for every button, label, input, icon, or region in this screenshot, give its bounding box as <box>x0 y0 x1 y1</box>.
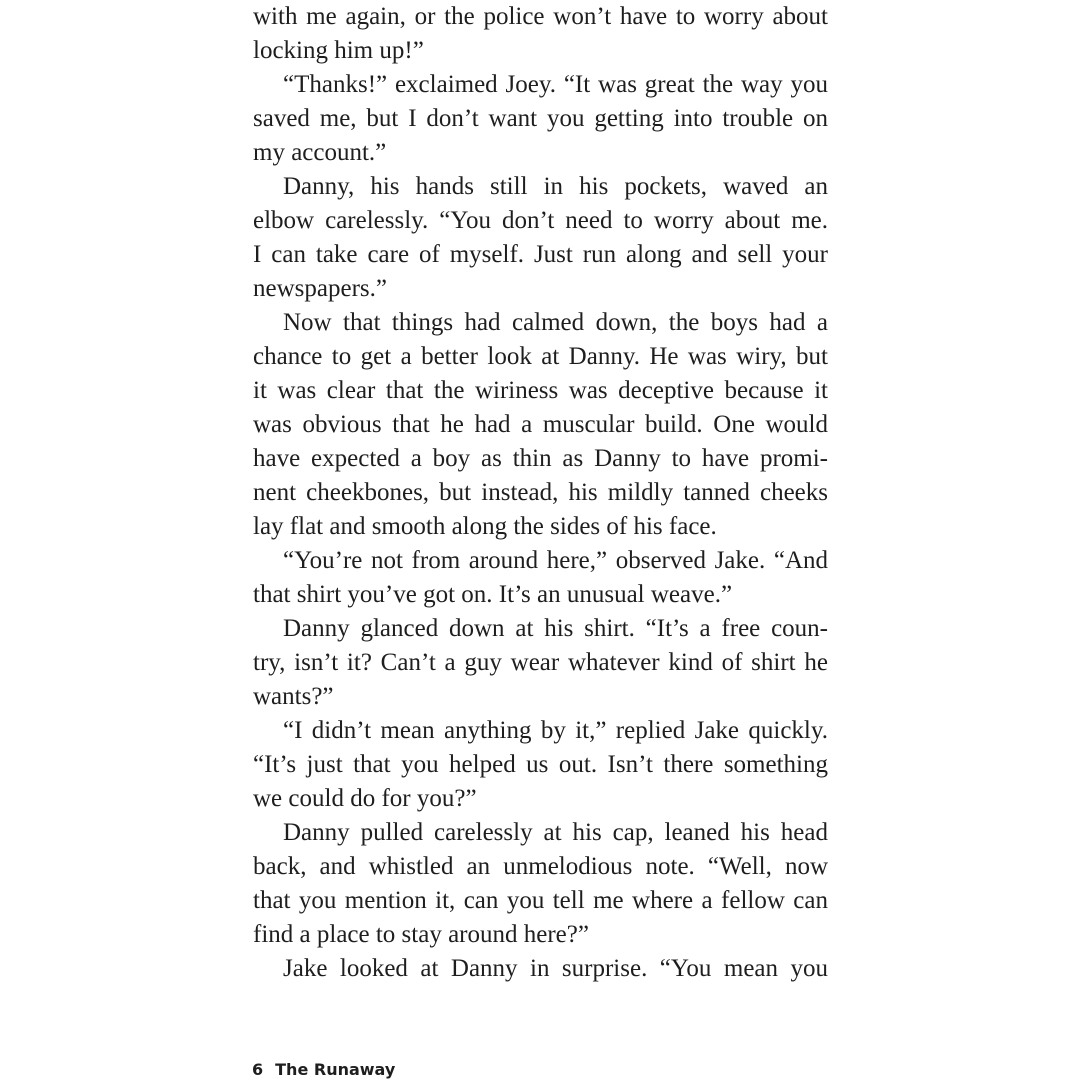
text-line: Now that things had calmed down, the boys had a <box>283 309 828 336</box>
running-title: The Runaway <box>275 1060 396 1079</box>
text-line: I can take care of myself. Just run along and sell your <box>253 241 828 268</box>
text-line: saved me, but I don’t want you getting into trouble on <box>253 105 828 132</box>
text-line: find a place to stay around here?” <box>253 921 589 948</box>
text-line: nent cheekbones, but instead, his mildly tanned cheeks <box>253 479 828 506</box>
page-footer <box>252 1058 395 1082</box>
text-line: elbow carelessly. “You don’t need to worry about me. <box>253 207 828 234</box>
text-line: have expected a boy as thin as Danny to have promi- <box>253 445 828 472</box>
text-line: my account.” <box>253 139 387 166</box>
text-line: Danny pulled carelessly at his cap, leaned his head <box>283 819 828 846</box>
text-line: that you mention it, can you tell me where a fellow can <box>253 887 828 914</box>
text-line: wants?” <box>253 683 334 710</box>
text-line: “I didn’t mean anything by it,” replied Jake quickly. <box>283 717 828 744</box>
text-line: that shirt you’ve got on. It’s an unusual weave.” <box>253 581 733 608</box>
text-line: try, isn’t it? Can’t a guy wear whatever kind of shirt he <box>253 649 828 676</box>
text-line: was obvious that he had a muscular build. One would <box>253 411 828 438</box>
text-line: locking him up!” <box>253 37 424 64</box>
text-line: newspapers.” <box>253 275 387 302</box>
text-line: it was clear that the wiriness was deceptive because it <box>253 377 828 404</box>
text-line: “You’re not from around here,” observed Jake. “And <box>283 547 828 574</box>
text-line: with me again, or the police won’t have to worry about <box>253 3 828 30</box>
text-line: lay flat and smooth along the sides of his face. <box>253 513 717 540</box>
text-line: back, and whistled an unmelodious note. “Well, now <box>253 853 828 880</box>
text-line: “It’s just that you helped us out. Isn’t there something <box>253 751 828 778</box>
text-line: Danny, his hands still in his pockets, waved an <box>283 173 828 200</box>
page-number: 6 <box>252 1060 264 1079</box>
text-line: Jake looked at Danny in surprise. “You mean you <box>283 955 828 982</box>
text-line: Danny glanced down at his shirt. “It’s a free coun- <box>283 615 828 642</box>
text-line: “Thanks!” exclaimed Joey. “It was great the way you <box>283 71 828 98</box>
text-line: we could do for you?” <box>253 785 477 812</box>
text-line: chance to get a better look at Danny. He was wiry, but <box>253 343 828 370</box>
